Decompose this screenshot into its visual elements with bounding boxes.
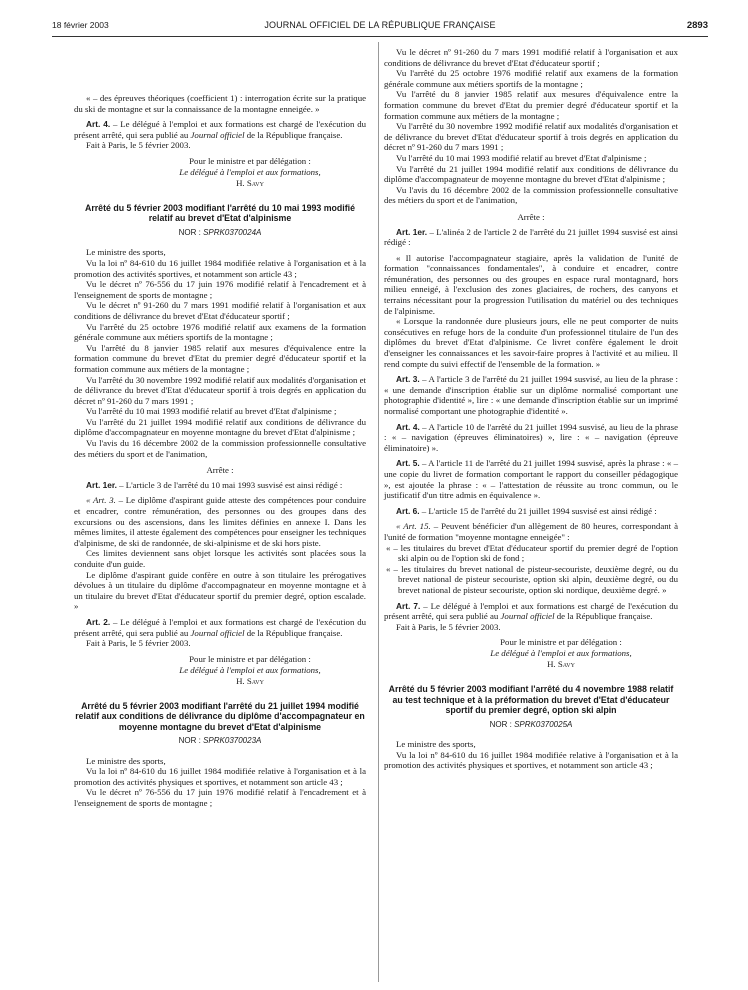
article-label: Art. 4. bbox=[86, 119, 111, 130]
left-column bbox=[74, 93, 366, 809]
header-rule bbox=[52, 36, 708, 37]
article-text: – Le délégué à l'emploi et aux formations est chargé de l'exécution du présent arrêté, qui sera publié au bbox=[74, 616, 366, 638]
quoted-paragraph: « Il autorise l'accompagnateur stagiaire, après la validation de l'unité de formation "connaissances fondamentales", à conduire et encadrer, contre rémunération, des personnes ou des groupes en espace rural montagnard, hors milieu enneigé, à l'exclusion des zones glaciaires, de rochers, des canyons et terrains nécessitant pour la progression l'utilisation du matériel ou des techniques de l'alpinisme. bbox=[384, 252, 678, 316]
fait-a-paris: Fait à Paris, le 5 février 2003. bbox=[86, 140, 191, 151]
article-label: Art. 2. bbox=[86, 616, 111, 627]
paragraph: Le ministre des sports, bbox=[86, 755, 166, 766]
signature-line-1: Pour le ministre et par délégation : bbox=[189, 653, 311, 664]
nor-code: SPRK0370025A bbox=[514, 719, 573, 729]
nor-code: SPRK0370024A bbox=[203, 227, 262, 237]
decree-title-3: Arrêté du 5 février 2003 modifiant l'arrêté du 4 novembre 1988 relatif au test technique et à la préformation du brevet d'Etat d'éducateur sportif du premier degré, option ski alpin bbox=[388, 684, 674, 716]
article-text: – L'article 3 de l'arrêté du 10 mai 1993 susvisé est ainsi rédigé : bbox=[116, 479, 343, 490]
signatory: H. Savy bbox=[236, 675, 264, 686]
journal-name: Journal officiel bbox=[500, 611, 555, 622]
header-date: 18 février 2003 bbox=[52, 20, 109, 30]
paragraph: Vu le décret nº 91-260 du 7 mars 1991 modifié relatif à l'organisation et aux conditions de délivrance du brevet d'Etat d'éducateur sportif ; bbox=[74, 300, 366, 321]
article-text-end: de la République française. bbox=[244, 129, 343, 140]
decree-title-2: Arrêté du 5 février 2003 modifiant l'arrêté du 21 juillet 1994 modifié relatif aux conditions de délivrance du diplôme d'accompagnateur en moyenne montagne du brevet d'Etat d'alpinisme bbox=[75, 700, 365, 732]
paragraph: Le diplôme d'aspirant guide confère en outre à son titulaire les prérogatives dévolues à un titulaire du diplôme d'accompagnateur en moyenne montagne et à un titulaire du brevet d'Etat d'éducateur sportif du premier degré, option escalade. » bbox=[74, 569, 366, 612]
header-page-number: 2893 bbox=[686, 20, 708, 31]
signature-line-1: Pour le ministre et par délégation : bbox=[189, 155, 311, 166]
paragraph: Vu l'arrêté du 25 octobre 1976 modifié relatif aux examens de la formation générale commune aux métiers sportifs de la montagne ; bbox=[74, 321, 366, 343]
article-label: Art. 4. bbox=[396, 421, 420, 432]
signature-line-2 bbox=[384, 648, 678, 659]
paragraph: Vu l'avis du 16 décembre 2002 de la commission professionnelle consultative des métiers du sport et de l'animation, bbox=[74, 438, 366, 459]
header-title: JOURNAL OFFICIEL DE LA RÉPUBLIQUE FRANÇAISE bbox=[264, 20, 496, 30]
journal-name: Journal officiel bbox=[190, 129, 245, 140]
signature-name bbox=[74, 178, 366, 189]
paragraph: Vu l'arrêté du 21 juillet 1994 modifié relatif aux conditions de délivrance du diplôme d'accompagnateur de moyenne montagne du brevet d'Etat d'alpinisme ; bbox=[384, 163, 678, 185]
signature-line-2 bbox=[74, 665, 366, 676]
paragraph: Le ministre des sports, bbox=[396, 739, 476, 750]
paragraph: Vu le décret nº 91-260 du 7 mars 1991 modifié relatif à l'organisation et aux conditions de délivrance du brevet d'Etat d'éducateur sportif ; bbox=[384, 47, 678, 68]
fait-a-paris: Fait à Paris, le 5 février 2003. bbox=[396, 621, 501, 632]
signatory: H. Savy bbox=[547, 659, 575, 670]
paragraph: Vu l'avis du 16 décembre 2002 de la commission professionnelle consultative des métiers du sport et de l'animation, bbox=[384, 184, 678, 206]
paragraph: Vu l'arrêté du 30 novembre 1992 modifié relatif aux modalités d'organisation et de délivrance du brevet d'Etat d'éducateur sportif à trois degrés en application du décret nº 91-260 du 7 mars 1991 ; bbox=[74, 374, 366, 406]
arrete-heading: Arrête : bbox=[517, 211, 545, 222]
nor-reference-3 bbox=[384, 720, 678, 731]
signature-line-2 bbox=[74, 167, 366, 178]
paragraph: Vu la loi nº 84-610 du 16 juillet 1984 modifiée relative à l'organisation et à la promotion des activités physiques et sportives, et notamment son article 43 ; bbox=[384, 749, 678, 771]
article-text: – Le délégué à l'emploi et aux formations est chargé de l'exécution du présent arrêté, qui sera publié au bbox=[384, 600, 678, 622]
paragraph: Vu la loi nº 84-610 du 16 juillet 1984 modifiée relative à l'organisation et à la promotion des activités physiques et sportives, et notamment son article 43 ; bbox=[74, 766, 366, 787]
nor-label: NOR : bbox=[178, 735, 204, 745]
paragraph: Vu le décret nº 76-556 du 17 juin 1976 modifié relatif à l'encadrement et à l'enseignement de sports de montagne ; bbox=[74, 279, 366, 300]
paragraph: Le ministre des sports, bbox=[86, 247, 166, 258]
article-label: Art. 1er. bbox=[396, 226, 428, 237]
signatory: H. Savy bbox=[236, 177, 264, 188]
article-text: – A l'article 10 de l'arrêté du 21 juillet 1994 susvisé, au lieu de la phrase : « – navigation (épreuves éliminatoires) », lire : « – navigation (épreuve éliminatoire) ». bbox=[384, 421, 679, 453]
article-label: Art. 1er. bbox=[86, 479, 117, 490]
paragraph: Vu la loi nº 84-610 du 16 juillet 1984 modifiée relative à l'organisation et à la promotion des activités sportives, et notamment son article 43 ; bbox=[74, 257, 366, 279]
article-text: – L'article 15 de l'arrêté du 21 juillet 1994 susvisé est ainsi rédigé : bbox=[419, 505, 657, 516]
article-label: Art. 7. bbox=[396, 600, 421, 611]
article-label: Art. 3. bbox=[396, 374, 420, 385]
nor-label: NOR : bbox=[489, 719, 515, 729]
article-1 bbox=[384, 227, 678, 248]
page-header bbox=[52, 20, 708, 34]
article-text: – Peuvent bénéficier d'un allègement de 80 heures, correspondant à l'unité de formation "moyenne montagne enneigée" : bbox=[384, 521, 678, 542]
article-text: – Le délégué à l'emploi et aux formations est chargé de l'exécution du présent arrêté, qui sera publié au bbox=[74, 119, 366, 140]
article-2 bbox=[74, 617, 366, 638]
signature-name bbox=[74, 676, 366, 687]
nor-reference-2 bbox=[74, 736, 366, 747]
article-3 bbox=[384, 374, 678, 416]
quoted-article-3 bbox=[74, 495, 366, 548]
article-label: « Art. 15. bbox=[396, 521, 431, 532]
column-divider bbox=[378, 42, 379, 982]
paragraph: Vu l'arrêté du 30 novembre 1992 modifié relatif aux modalités d'organisation et de délivrance du brevet d'Etat d'éducateur sportif à trois degrés en application du décret nº 91-260 du 7 mars 1991 ; bbox=[384, 121, 678, 153]
signature-role: Le délégué à l'emploi et aux formations, bbox=[179, 664, 321, 675]
paragraph: Vu l'arrêté du 25 octobre 1976 modifié relatif aux examens de la formation générale commune aux métiers sportifs de la montagne ; bbox=[384, 68, 678, 89]
list-item: « – les titulaires du brevet d'Etat d'éducateur sportif du premier degré de l'option ski alpin ou de l'option ski de fond ; bbox=[386, 542, 678, 564]
article-text: – A l'article 11 de l'arrêté du 21 juillet 1994 susvisé, après la phrase : « – une copie du livret de formation comportant le rapport du conseiller pédagogique », est ajoutée la phrase : « – l'attestation de réussite au tronc commun, ou le justificatif d'un titre admis en équivalence ». bbox=[384, 458, 678, 501]
signature-role: Le délégué à l'emploi et aux formations, bbox=[179, 166, 321, 177]
article-4 bbox=[384, 422, 678, 454]
paragraph: Vu le décret nº 76-556 du 17 juin 1976 modifié relatif à l'encadrement et à l'enseignement de sports de montagne ; bbox=[74, 787, 366, 808]
article-6 bbox=[384, 506, 678, 517]
signature-line-1: Pour le ministre et par délégation : bbox=[500, 637, 622, 648]
intro-paragraph: « – des épreuves théoriques (coefficient 1) : interrogation écrite sur la pratique du ski de montagne et sur la connaissance de la montagne enneigée. » bbox=[74, 93, 366, 114]
fait-a-paris: Fait à Paris, le 5 février 2003. bbox=[86, 638, 191, 649]
paragraph: Vu l'arrêté du 8 janvier 1985 relatif aux mesures d'équivalence entre la formation commune du brevet d'Etat du premier degré d'éducateur sportif et la formation commune aux métiers de la montagne ; bbox=[74, 342, 366, 374]
nor-reference-1 bbox=[74, 228, 366, 239]
signature-role: Le délégué à l'emploi et aux formations, bbox=[490, 648, 632, 659]
article-7 bbox=[384, 601, 678, 622]
article-text: – L'alinéa 2 de l'article 2 de l'arrêté du 21 juillet 1994 susvisé est ainsi rédigé : bbox=[384, 226, 678, 248]
quoted-article-15 bbox=[384, 521, 678, 542]
quoted-paragraph: « Lorsque la randonnée dure plusieurs jours, elle ne peut comporter de nuits consécutives en refuge hors de la conduite d'un professionnel titulaire de l'un des diplômes du brevet d'Etat d'alpinisme. Ce livret confère également le droit d'enseigner les connaissances et les savoir-faire propres à l'activité et au milieu. Il rend compte du suivi effectif de l'ensemble de la formation. » bbox=[384, 316, 678, 369]
paragraph: Ces limites deviennent sans objet lorsque les activités sont placées sous la conduite d'un guide. bbox=[74, 548, 366, 569]
paragraph: Vu l'arrêté du 10 mai 1993 modifié relatif au brevet d'Etat d'alpinisme ; bbox=[86, 406, 337, 417]
nor-label: NOR : bbox=[178, 227, 204, 237]
article-text: – A l'article 3 de l'arrêté du 21 juillet 1994 susvisé, au lieu de la phrase : « une demande d'inscription établie sur un diplôme normalisé comportant une photographie d'identité », lire : « une demande d'inscription établie sur un imprimé normalisé comportant une photographie d'identité ». bbox=[384, 374, 678, 416]
article-label: Art. 6. bbox=[396, 505, 420, 516]
nor-code: SPRK0370023A bbox=[203, 735, 262, 745]
list-item: « – les titulaires du brevet national de pisteur-secouriste, deuxième degré, ou du brevet national de pisteur secouriste, option ski alpin, deuxième degré, ou du brevet national de pisteur secouriste, option ski nordique, deuxième degré. » bbox=[386, 563, 678, 595]
paragraph: Vu l'arrêté du 21 juillet 1994 modifié relatif aux conditions de délivrance du diplôme d'accompagnateur en moyenne montagne du brevet d'Etat d'alpinisme ; bbox=[74, 416, 366, 438]
right-column bbox=[384, 47, 678, 771]
article-4 bbox=[74, 119, 366, 140]
decree-title-1: Arrêté du 5 février 2003 modifiant l'arrêté du 10 mai 1993 modifié relatif au brevet d'Etat d'alpinisme bbox=[84, 202, 355, 224]
arrete-heading: Arrête : bbox=[206, 465, 234, 476]
paragraph: Vu l'arrêté du 10 mai 1993 modifié relatif au brevet d'Etat d'alpinisme ; bbox=[396, 152, 647, 163]
article-text: – Le diplôme d'aspirant guide atteste des compétences pour conduire et encadrer, contre rémunération, des personnes ou des groupes dans des excursions ou des ascensions, dans les limites définies en annexe I. Dans les mêmes limites, il atteste également des compétences pour enseigner les techniques d'alpinisme, de ski de randonnée, de ski-alpinisme et de ski hors piste. bbox=[74, 495, 366, 548]
article-5 bbox=[384, 458, 678, 500]
paragraph: Vu l'arrêté du 8 janvier 1985 relatif aux mesures d'équivalence entre la formation commune du brevet d'Etat du premier degré d'éducateur sportif et la formation commune aux métiers de la montagne ; bbox=[384, 89, 678, 121]
article-text-end: de la République française. bbox=[244, 627, 343, 638]
article-text-end: de la République française. bbox=[554, 611, 653, 622]
signature-name bbox=[384, 659, 678, 670]
journal-name: Journal officiel bbox=[190, 627, 245, 638]
article-label: « Art. 3. bbox=[86, 495, 116, 506]
article-label: Art. 5. bbox=[396, 458, 420, 469]
article-1 bbox=[74, 480, 366, 491]
